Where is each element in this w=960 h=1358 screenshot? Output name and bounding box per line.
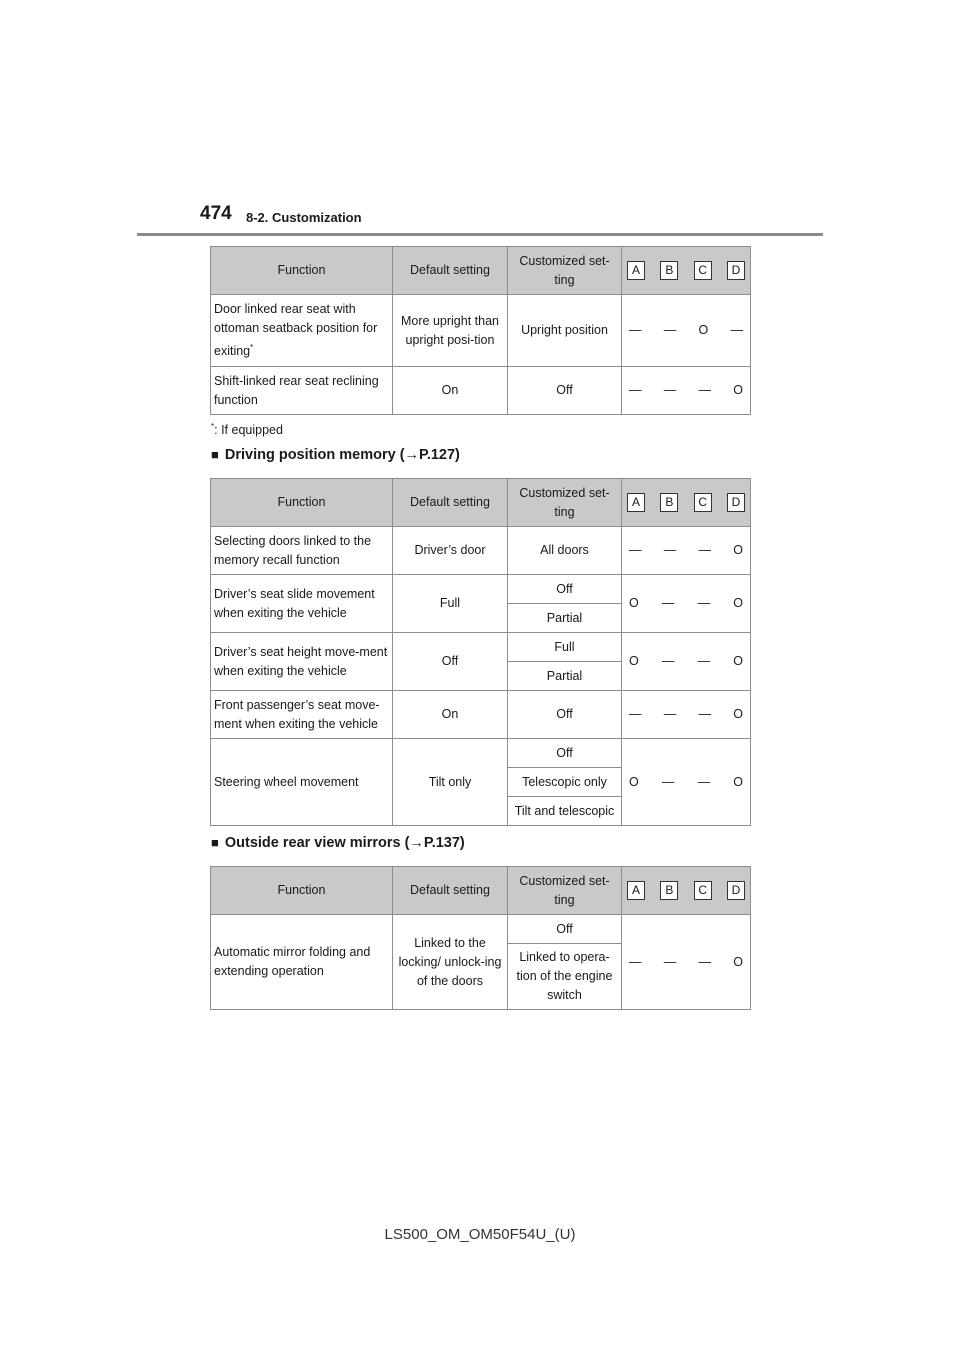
col-header-default: Default setting: [393, 479, 508, 527]
function-cell: Door linked rear seat with ottoman seatback position for exiting*: [211, 295, 393, 367]
table-row: [211, 575, 751, 604]
customized-cell: Tilt and telescopic: [508, 797, 622, 826]
col-d-box: D: [727, 493, 745, 512]
table-row: [211, 915, 751, 944]
col-header-abcd: [622, 479, 751, 527]
table-rear-seat: [210, 246, 751, 415]
col-a-box: A: [627, 261, 645, 280]
customized-cell: Off: [508, 915, 622, 944]
col-header-default: Default setting: [393, 247, 508, 295]
function-cell: Driver’s seat slide movement when exiting the vehicle: [211, 575, 393, 633]
footer-doc-id: LS500_OM_OM50F54U_(U): [384, 1226, 576, 1243]
customized-cell: Off: [508, 691, 622, 739]
function-cell: Front passenger’s seat move-ment when exiting the vehicle: [211, 691, 393, 739]
abcd-cell: — — — O: [622, 915, 751, 1010]
col-header-customized: Customized set-ting: [508, 247, 622, 295]
customized-cell: Upright position: [508, 295, 622, 367]
col-header-abcd: [622, 247, 751, 295]
default-cell: Off: [393, 633, 508, 691]
col-d-box: D: [727, 261, 745, 280]
abcd-cell: — — — O: [622, 527, 751, 575]
default-cell: On: [393, 691, 508, 739]
default-cell: Driver’s door: [393, 527, 508, 575]
customized-cell: Partial: [508, 604, 622, 633]
table-row: [211, 295, 751, 367]
customized-cell: Partial: [508, 662, 622, 691]
col-b-box: B: [660, 261, 678, 280]
table-row: [211, 691, 751, 739]
col-header-customized: Customized set-ting: [508, 479, 622, 527]
table-header-row: [211, 479, 751, 527]
table-driving-position: [210, 478, 751, 826]
abcd-cell: O — — O: [622, 575, 751, 633]
col-b-box: B: [660, 881, 678, 900]
default-cell: Linked to the locking/ unlock-ing of the doors: [393, 915, 508, 1010]
table-row: [211, 633, 751, 662]
col-a-box: A: [627, 881, 645, 900]
bullet-square: ■: [211, 447, 219, 462]
section-title-outside-mirrors: ■ Outside rear view mirrors (→P.137): [211, 835, 465, 851]
default-cell: Tilt only: [393, 739, 508, 826]
col-c-box: C: [694, 493, 712, 512]
col-b-box: B: [660, 493, 678, 512]
col-c-box: C: [694, 261, 712, 280]
function-cell: Shift-linked rear seat reclining function: [211, 367, 393, 415]
table-row: [211, 527, 751, 575]
customized-cell: Off: [508, 367, 622, 415]
col-header-function: Function: [211, 247, 393, 295]
col-header-abcd: [622, 867, 751, 915]
customized-cell: Off: [508, 739, 622, 768]
abcd-cell: — — — O: [622, 691, 751, 739]
col-header-default: Default setting: [393, 867, 508, 915]
customized-cell: All doors: [508, 527, 622, 575]
header-rule: [137, 233, 823, 236]
table-row: [211, 739, 751, 768]
col-header-function: Function: [211, 867, 393, 915]
default-cell: Full: [393, 575, 508, 633]
default-cell: More upright than upright posi-tion: [393, 295, 508, 367]
abcd-cell: — — O —: [622, 295, 751, 367]
customized-cell: Full: [508, 633, 622, 662]
col-a-box: A: [627, 493, 645, 512]
col-d-box: D: [727, 881, 745, 900]
default-cell: On: [393, 367, 508, 415]
abcd-cell: O — — O: [622, 633, 751, 691]
bullet-square: ■: [211, 835, 219, 850]
customized-cell: Linked to opera-tion of the engine switch: [508, 944, 622, 1010]
abcd-cell: — — — O: [622, 367, 751, 415]
function-cell: Steering wheel movement: [211, 739, 393, 826]
customized-cell: Off: [508, 575, 622, 604]
table-row: [211, 367, 751, 415]
col-header-function: Function: [211, 479, 393, 527]
abcd-cell: O — — O: [622, 739, 751, 826]
col-header-customized: Customized set-ting: [508, 867, 622, 915]
function-cell: Automatic mirror folding and extending operation: [211, 915, 393, 1010]
footnote: *: If equipped: [211, 422, 283, 438]
table-header-row: [211, 867, 751, 915]
table-outside-mirrors: [210, 866, 751, 1010]
section-heading: 8-2. Customization: [246, 210, 362, 225]
section-title-driving-position: ■ Driving position memory (→P.127): [211, 447, 460, 463]
function-cell: Driver’s seat height move-ment when exiting the vehicle: [211, 633, 393, 691]
page-number: 474: [200, 203, 232, 224]
col-c-box: C: [694, 881, 712, 900]
customized-cell: Telescopic only: [508, 768, 622, 797]
table-header-row: [211, 247, 751, 295]
function-cell: Selecting doors linked to the memory recall function: [211, 527, 393, 575]
